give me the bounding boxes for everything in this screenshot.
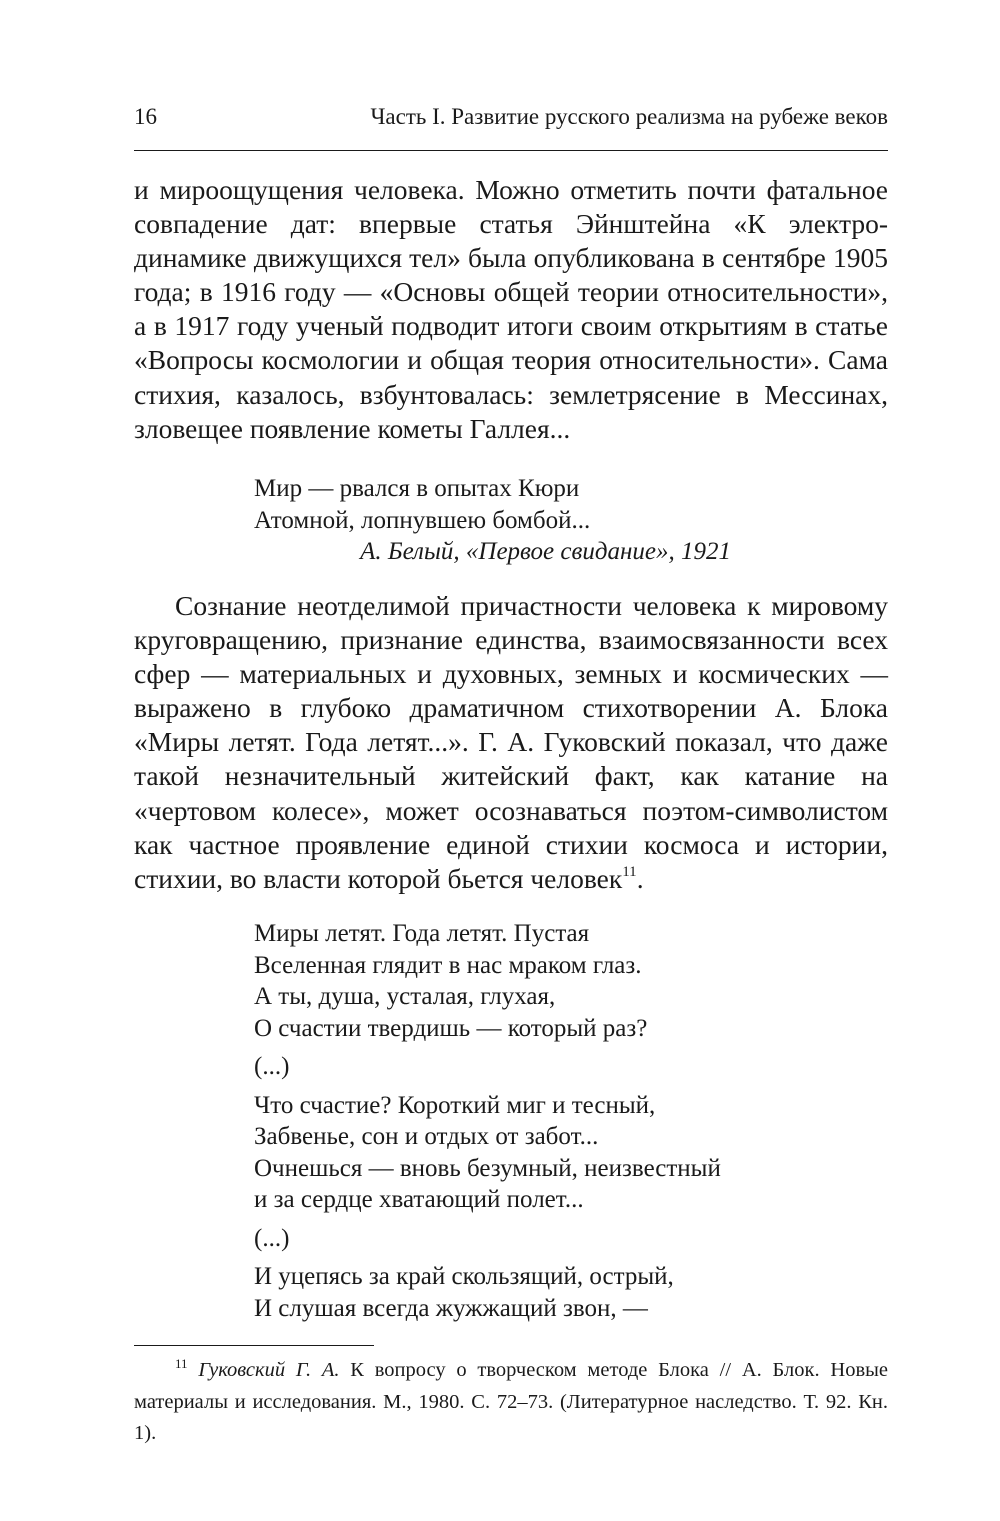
epigraph-line: Мир — рвался в опытах Кюри	[254, 475, 580, 502]
header-rule	[134, 150, 888, 151]
epigraph-attribution: А. Белый, «Первое свидание», 1921	[360, 538, 731, 565]
poem-line: Забвенье, сон и отдых от забот...	[254, 1123, 599, 1150]
epigraph-line: Атомной, лопнувшею бомбой...	[254, 506, 591, 534]
footnote-author: Гуковский Г. А.	[198, 1359, 340, 1381]
poem-line: И слушая всегда жужжащий звон, —	[254, 1294, 648, 1322]
poem-ellipsis: (...)	[254, 1224, 290, 1252]
paragraph-2-end: .	[636, 862, 644, 894]
page-number: 16	[134, 104, 157, 129]
footnote-number: 11	[175, 1356, 188, 1371]
poem-ellipsis: (...)	[254, 1053, 290, 1080]
poem-line: и за сердце хватающий полет...	[254, 1186, 584, 1213]
paragraph-2-text: Сознание неотделимой причастности человека к мировому круговращению, признание единства, взаимосвязанности всех сфер — материальных и духовных, земных и космических — выражено в глубоко драматичном стихотворении А. Блока «Миры летят. Года летят...». Г. А. Гуковский показал, что даже такой незначительный житейский факт, как катание на «чертовом колесе», может осознаваться поэтом-символистом как частное проявление единой стихии космоса и истории, стихии, во власти которой бьется человек	[134, 590, 888, 894]
poem-line: Вселенная глядит в нас мраком глаз.	[254, 951, 642, 979]
poem-line: О счастии твердишь — который раз?	[254, 1014, 648, 1042]
paragraph-2	[134, 589, 888, 896]
poem-stanza-3	[254, 1261, 721, 1324]
poem-line: Миры летят. Года летят. Пустая	[254, 920, 590, 947]
epigraph	[254, 473, 731, 568]
poem-line: Что счастие? Короткий миг и тесный,	[254, 1091, 656, 1119]
poem-line: А ты, душа, усталая, глухая,	[254, 983, 556, 1010]
footnote-reference[interactable]: 11	[622, 863, 637, 880]
poem-stanza-2	[254, 1090, 721, 1216]
poem	[254, 918, 721, 1331]
footnote-text: К вопросу о творческом методе Блока // А. Блок. Новые материалы и исследования. М., 1980. С. 72–73. (Литературное наследство. Т. 92. Кн. 1).	[134, 1359, 888, 1444]
paragraph-1: и мироощущения человека. Можно отметить почти фатальное совпадение дат: впервые статья Эйнштейна «К электродинамике движущихся тел» была опубликована в сентябре 1905 года; в 1916 году — «Основы общей теории относительности», а в 1917 году ученый подводит итоги своим открытиям в статье «Вопросы космологии и общая теория относительности». Сама стихия, казалось, взбунтовалась: землетрясение в Мессинах, зловещее появление кометы Галлея...	[134, 174, 888, 444]
poem-stanza-1	[254, 918, 721, 1044]
running-head	[134, 104, 888, 140]
poem-line: Очнешься — вновь безумный, неизвестный	[254, 1154, 721, 1182]
footnote	[134, 1355, 888, 1450]
header-title: Часть I. Развитие русского реализма на рубеже веков	[370, 104, 888, 129]
poem-line: И уцепясь за край скользящий, острый,	[254, 1263, 674, 1290]
footnote-rule	[134, 1345, 374, 1346]
